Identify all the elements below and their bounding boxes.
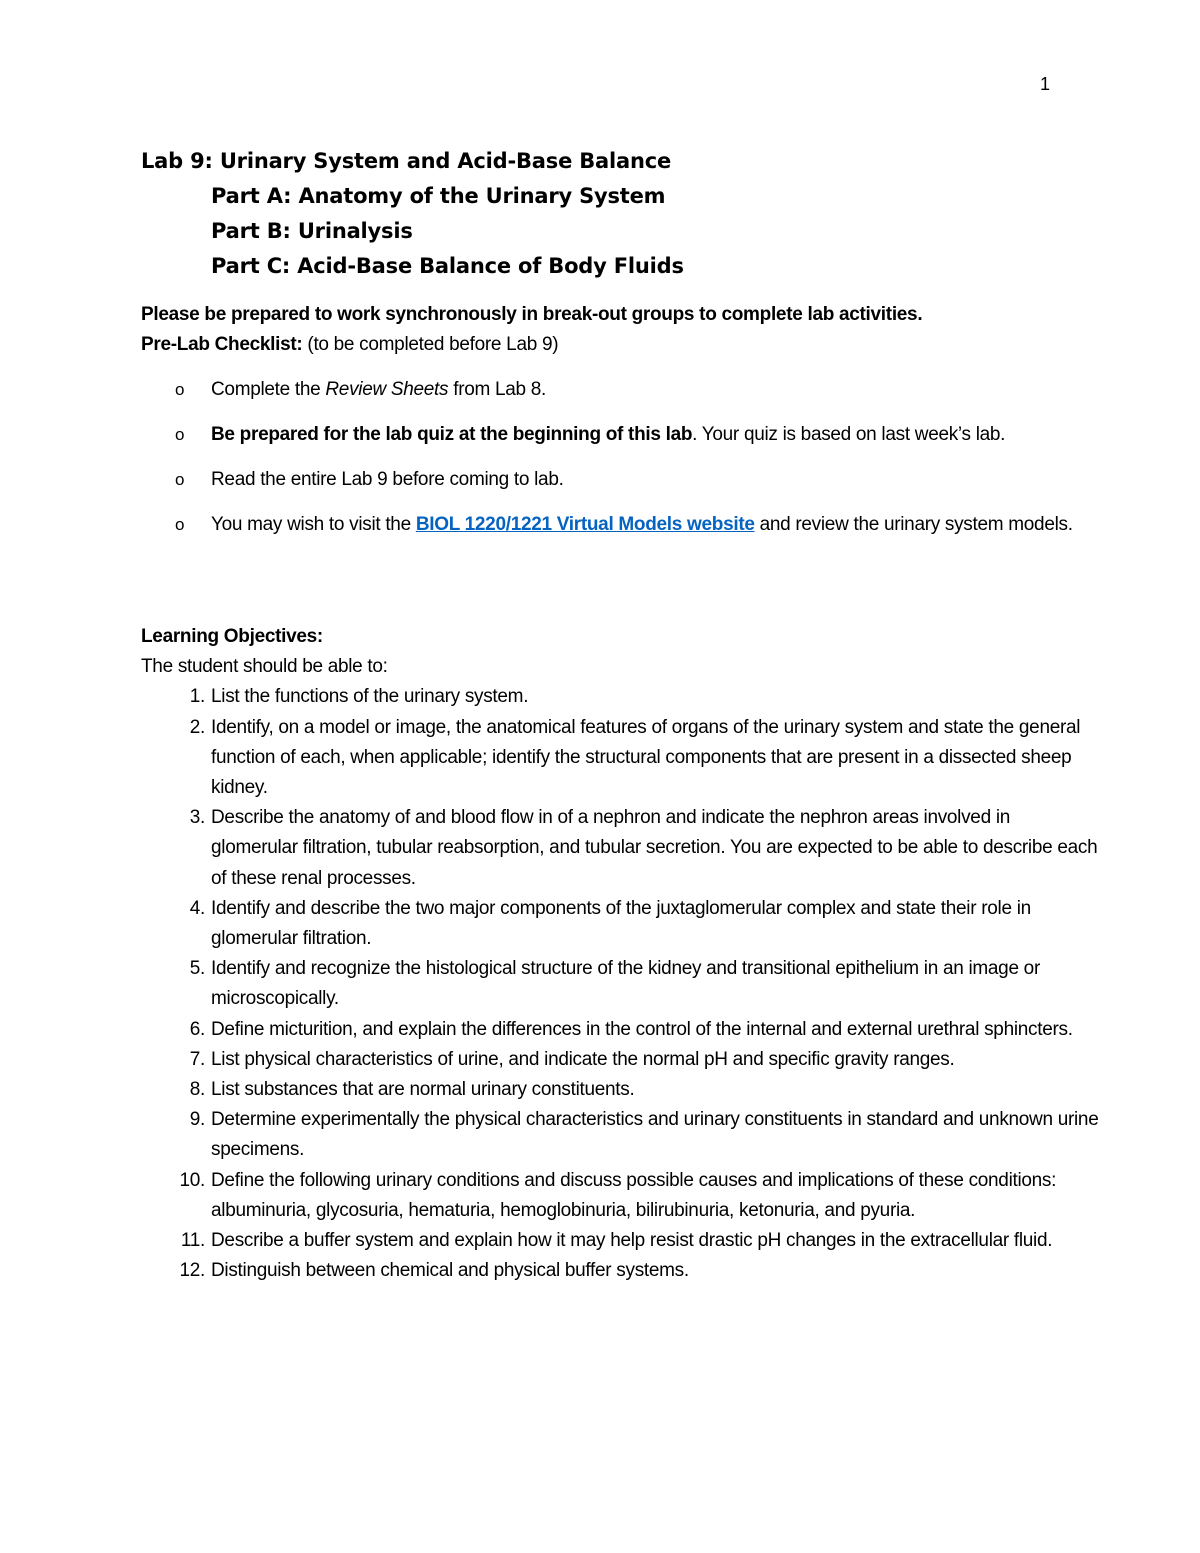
objective-item [141, 954, 1101, 1014]
objective-text: Determine experimentally the physical characteristics and urinary constituents in standard and unknown urine specimens. [211, 1109, 1099, 1161]
lab-quiz-emphasis: Be prepared for the lab quiz at the beginning of this lab [211, 424, 693, 445]
objective-text: Identify and describe the two major components of the juxtaglomerular complex and state their role in glomerular filtration. [211, 897, 1031, 950]
bullet-icon: o [175, 515, 185, 534]
objective-item [141, 894, 1101, 954]
objective-text: List physical characteristics of urine, and indicate the normal pH and specific gravity ranges. [211, 1048, 955, 1070]
objective-item [141, 803, 1101, 894]
objective-number: 9. [189, 1109, 205, 1131]
checklist-label: Pre-Lab Checklist: [141, 334, 303, 355]
objective-item [141, 1045, 1101, 1075]
learning-objectives [141, 622, 1101, 1286]
part-a-title: Part A: Anatomy of the Urinary System [211, 184, 666, 208]
review-sheets-text: Review Sheets [325, 379, 449, 400]
checklist-item-text: Read the entire Lab 9 before coming to lab. [211, 469, 564, 490]
objective-number: 2. [189, 716, 205, 738]
bullet-icon: o [175, 425, 185, 444]
checklist-item-review-sheets [141, 374, 1101, 405]
prelab-checklist [141, 374, 1101, 554]
bullet-icon: o [175, 380, 185, 399]
objective-item [141, 713, 1101, 804]
page-number: 1 [1040, 74, 1051, 94]
objective-item [141, 1105, 1101, 1165]
objective-text: Describe the anatomy of and blood flow in of a nephron and indicate the nephron areas involved in glomerular filtration, tubular reabsorption, and tubular secretion. You are expected to be able to describe each of these renal processes. [211, 807, 1098, 889]
objectives-list [141, 682, 1101, 1286]
objective-text: Identify and recognize the histological structure of the kidney and transitional epithelium in an image or microscopically. [211, 958, 1040, 1010]
objective-number: 5. [189, 958, 205, 980]
objective-number: 7. [189, 1048, 205, 1070]
objective-text: Describe a buffer system and explain how it may help resist drastic pH changes in the extracellular fluid. [211, 1230, 1053, 1252]
objective-number: 8. [189, 1079, 205, 1101]
bullet-icon: o [175, 470, 185, 489]
objective-text: Define the following urinary conditions and discuss possible causes and implications of these conditions: albuminuria, glycosuria, hematuria, hemoglobinuria, bilirubinuria, ketonuria, and pyuria. [211, 1169, 1057, 1221]
objective-number: 10. [179, 1169, 205, 1191]
virtual-models-link[interactable]: BIOL 1220/1221 Virtual Models website [415, 514, 755, 535]
objective-item [141, 1166, 1101, 1226]
objective-text: List substances that are normal urinary constituents. [211, 1079, 635, 1101]
checklist-item-text: from Lab 8. [448, 379, 547, 400]
checklist-item-read-lab [141, 464, 1101, 495]
checklist-item-text: Complete the [211, 379, 326, 400]
part-b-title: Part B: Urinalysis [211, 219, 413, 243]
objectives-lead: The student should be able to: [141, 656, 388, 678]
intro-section [141, 300, 1141, 360]
checklist-item-lab-quiz [141, 419, 1101, 450]
checklist-item-text: You may wish to visit the [211, 514, 416, 535]
title-block [141, 144, 684, 284]
objective-number: 1. [189, 686, 205, 708]
objective-number: 4. [189, 897, 205, 919]
checklist-heading [141, 330, 1141, 360]
objective-number: 11. [180, 1230, 205, 1252]
objective-item [141, 682, 1101, 712]
objective-text: Distinguish between chemical and physical buffer systems. [211, 1260, 689, 1282]
objectives-heading: Learning Objectives: [141, 626, 323, 647]
lab-title: Lab 9: Urinary System and Acid-Base Balance [141, 149, 672, 173]
objective-item [141, 1226, 1101, 1256]
part-c-title: Part C: Acid-Base Balance of Body Fluids [211, 254, 684, 278]
objective-text: Identify, on a model or image, the anatomical features of organs of the urinary system and state the general function of each, when applicable; identify the structural components that are present in a dissected sheep kidney. [211, 716, 1081, 799]
checklist-item-text: and review the urinary system models. [754, 514, 1073, 535]
checklist-note: (to be completed before Lab 9) [302, 334, 559, 355]
objective-text: List the functions of the urinary system. [211, 686, 529, 708]
objective-item [141, 1256, 1101, 1286]
objective-item [141, 1015, 1101, 1045]
checklist-item-text: . Your quiz is based on last week’s lab. [692, 424, 1006, 445]
objective-number: 6. [189, 1018, 205, 1040]
objective-number: 12. [179, 1260, 205, 1282]
sync-notice: Please be prepared to work synchronously in break-out groups to complete lab activities. [141, 304, 923, 325]
objective-number: 3. [189, 807, 205, 829]
objective-text: Define micturition, and explain the differences in the control of the internal and external urethral sphincters. [211, 1018, 1073, 1040]
checklist-item-virtual-models [141, 509, 1101, 540]
objective-item [141, 1075, 1101, 1105]
